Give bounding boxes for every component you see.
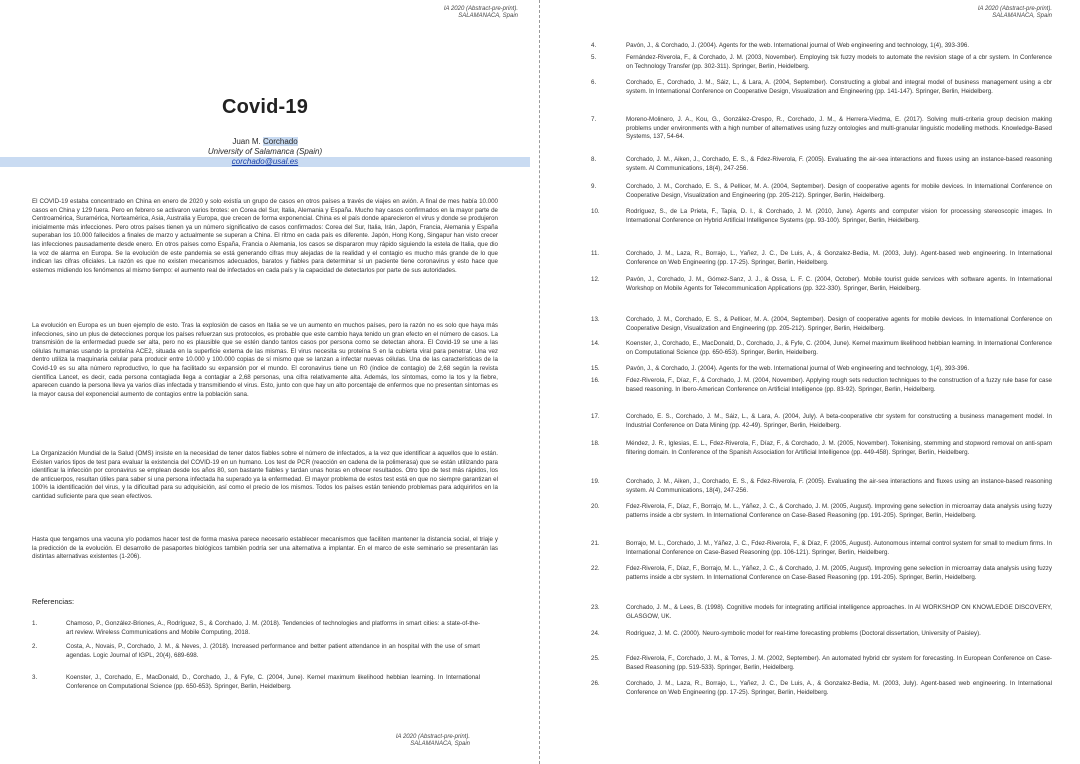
reference-text: Pavón, J., & Corchado, J. (2004). Agents for the web. International journal of Web engineering and technology, 1(4), 393-396. [626,365,970,372]
reference-number: 4. [591,42,597,49]
reference-text: Corchado, J. M., Aiken, J., Corchado, E. S., & Fdez-Riverola, F. (2005). Evaluating the air-sea interactions and fluxes using an instance-based reasoning system. AI Communications, 18(4), 247-256. [626,478,1052,494]
reference-number: 25. [591,655,600,662]
reference-number: 22. [591,565,600,572]
reference-number: 19. [591,478,600,485]
reference-number: 2. [32,643,38,650]
header-line: SALAMANACA, Spain [458,13,518,19]
reference-text: Fernández-Riverola, F., & Corchado, J. M. (2003, November). Employing tsk fuzzy models to automate the revision stage of a cbr system. In Conference on Technology Transfer (pp. 302-311). Springer, Berlin, Heidelberg. [626,54,1052,70]
reference-number: 12. [591,276,600,283]
references-list [591,0,1052,764]
reference-text: Corchado, J. M., Laza, R., Borrajo, L., Yañez, J. C., De Luis, A., & Gonzalez-Bedia, M. (2003, July). Agent-based web engineering. In International Conference on Web Engineering (pp. 17-25). Springer, Berlin, Heidelberg. [626,680,1052,696]
reference-item [591,79,1052,96]
reference-number: 8. [591,156,597,163]
reference-number: 10. [591,208,600,215]
reference-text: Costa, A., Novais, P., Corchado, J. M., & Neves, J. (2018). Increased performance and better patient attendance in an hospital with the use of smart agendas. Logic Journal of IGPL, 20(4), 689-698. [66,643,480,659]
author-name-prefix: Juan M. [232,137,263,146]
reference-number: 11. [591,250,600,257]
author-name [0,137,530,147]
reference-item [591,565,1052,582]
right-page [553,0,1080,764]
reference-number: 20. [591,503,600,510]
reference-item [591,340,1052,357]
reference-item [591,413,1052,430]
abstract-paragraph: Hasta que tengamos una vacuna y/o podamos hacer test de forma masiva parece necesario establecer mecanismos que faciliten mantener la distancia social, el triaje y la predicción de la evolución. El desarrollo de pasaportes biológicos también podría ser una alternativa a implantar. En el marco de este seminario se presentarán las distintas alternativas existentes (1-206). [32,536,498,561]
reference-text: Moreno-Molinero, J. A., Kou, G., González-Crespo, R., Corchado, J. M., & Herrera-Viedma, E. (2017). Solving multi-criteria group decision making problems under environments with a high number of alternatives using fuzzy ontologies and multi-granular linguistic modelling methods. Knowledge-Based Systems, 137, 54-64. [626,116,1052,141]
reference-number: 5. [591,54,597,61]
reference-text: Corchado, J. M., Corchado, E. S., & Pellicer, M. A. (2004, September). Design of cooperative agents for mobile devices. In International Conference on Cooperative Design, Visualization and Engineering (pp. 205-212). Springer, Berlin, Heidelberg. [626,183,1052,199]
reference-number: 26. [591,680,600,687]
reference-text: Koenster, J., Corchado, E., MacDonald, D., Corchado, J., & Fyfe, C. (2004, June). Kernel maximum likelihood hebbian learning. In International Conference on Computational Science (pp. 650-653). Springer, Berlin, Heidelberg. [66,674,480,690]
reference-item [591,54,1052,71]
reference-text: Fdez-Riverola, F., Díaz, F., Borrajo, M. L., Yáñez, J. C., & Corchado, J. M. (2005, August). Improving gene selection in microarray data analysis using fuzzy patterns inside a cbr system. In International Conference on Case-Based Reasoning (pp. 191-205). Springer, Berlin, Heidelberg. [626,565,1052,581]
reference-item [591,503,1052,520]
reference-number: 14. [591,340,600,347]
reference-number: 13. [591,316,600,323]
reference-item [32,620,480,637]
reference-text: Corchado, J. M., Aiken, J., Corchado, E. S., & Fdez-Riverola, F. (2005). Evaluating the air-sea interactions and fluxes using an instance-based reasoning system. AI Communications, 18(4), 247-256. [626,156,1052,172]
reference-item [591,365,1052,374]
reference-text: Fdez-Riverola, F., Díaz, F., Borrajo, M. L., Yáñez, J. C., & Corchado, J. M. (2005, August). Improving gene selection in microarray data analysis using fuzzy patterns inside a cbr system. In International Conference on Case-Based Reasoning (pp. 191-205). Springer, Berlin, Heidelberg. [626,503,1052,519]
abstract-paragraph: El COVID-19 estaba concentrado en China en enero de 2020 y solo existía un grupo de casos en otros países a través de viajes en avión. A final de mes había 10.000 casos en China y 129 fuera. Pero en febrero se activaron varios brotes: en Corea del Sur, Italia, Alemania y España. Mucho hay casos confirmados en la mayor parte de Centroamérica, Suramérica, Norteamérica, Asia, Australia y Europa, que crecen de forma exponencial. China es el país donde aparecieron el virus y donde se produjeron inicialmente más infecciones. Pero otros países tienen ya un número significativo de casos confirmados: Corea del Sur, Italia, Irán, Japón, Francia, Alemania y España superaban los 10.000 fallecidos a finales de marzo y actualmente se superan a China. El ritmo en cada país es diferente. Japón, Hong Kong, Singapur han visto crecer las infecciones pausadamente desde enero. En otros países como España, Francia o Alemania, los casos se dispararon muy rápido siguiendo la estela de Italia, que dio la voz de alarma en Europa. Se la evolución de este pandemia se está generando cifras muy alejadas de la realidad y el contagio es mucho más grande de lo que indican las cifras oficiales. La razón es que no existen mecanismos adecuados, baratos y fiables para determinar si un paciente tiene coronavirus y esto hace que estemos midiendo los fenómenos al mismo tiempo: el aumento real de infectados en cada país y la capacidad de detectarlos por parte de sus autoridades. [32,198,498,274]
reference-item [591,276,1052,293]
reference-number: 23. [591,604,600,611]
reference-item [591,116,1052,142]
header-line: IA 2020 (Abstract-pre-print). [443,6,518,12]
reference-text: Pavón, J., & Corchado, J. (2004). Agents for the web. International journal of Web engineering and technology, 1(4), 393-396. [626,42,970,49]
reference-item [591,183,1052,200]
reference-item [591,377,1052,394]
reference-item [591,604,1052,621]
reference-number: 18. [591,440,600,447]
reference-item [591,630,1052,639]
header-line: IA 2020 (Abstract-pre-print). [977,6,1052,12]
reference-item [591,156,1052,173]
reference-item [591,680,1052,697]
reference-number: 9. [591,183,597,190]
reference-number: 1. [32,620,38,627]
page-footer [250,734,470,748]
reference-text: Corchado, E. S., Corchado, J. M., Sáiz, L., & Lara, A. (2004, July). A beta-cooperative cbr system for constructing a business management model. In Industrial Conference on Data Mining (pp. 42-49). Springer, Berlin, Heidelberg. [626,413,1052,429]
reference-item [591,250,1052,267]
reference-item [32,643,480,660]
reference-text: Borrajo, M. L., Corchado, J. M., Yáñez, J. C., Fdez-Riverola, F., & Díaz, F. (2005, August). Autonomous internal control system for small to medium firms. In International Conference on Case-Based Reasoning (pp. 106-121). Springer, Berlin, Heidelberg. [626,540,1052,556]
reference-item [591,440,1052,457]
reference-text: Koenster, J., Corchado, E., MacDonald, D., Corchado, J., & Fyfe, C. (2004, June). Kernel maximum likelihood hebbian learning. In International Conference on Computational Science (pp. 650-653). Springer, Berlin, Heidelberg. [626,340,1052,356]
paper-title: Covid-19 [221,96,309,118]
page-divider [539,0,540,764]
reference-text: Méndez, J. R., Iglesias, E. L., Fdez-Riverola, F., Díaz, F., & Corchado, J. M. (2005, November). Tokenising, stemming and stopword removal on anti-spam filtering domain. In Conference of the Spanish Association for Artificial Intelligence (pp. 449-458). Springer, Berlin, Heidelberg. [626,440,1052,456]
author-affiliation: University of Salamanca (Spain) [207,147,323,156]
references-heading: Referencias: [32,597,75,606]
author-surname: Corchado [263,137,298,146]
reference-number: 15. [591,365,600,372]
reference-text: Corchado, J. M., Laza, R., Borrajo, L., Yañez, J. C., De Luis, A., & Gonzalez-Bedia, M. (2003, July). Agent-based web engineering. In International Conference on Web Engineering (pp. 17-25). Springer, Berlin, Heidelberg. [626,250,1052,266]
reference-item [591,208,1052,225]
reference-text: Chamoso, P., González-Briones, A., Rodríguez, S., & Corchado, J. M. (2018). Tendencies of technologies and platforms in smart cities: a state-of-the-art review. Wireless Communications and Mobile Computing, 2018. [66,620,480,636]
reference-item [591,478,1052,495]
footer-line: IA 2020 (Abstract-pre-print). [395,734,470,740]
reference-text: Corchado, J. M., & Lees, B. (1998). Cognitive models for integrating artificial intelligence approaches. In AI WORKSHOP ON KNOWLEDGE DISCOVERY, GLASGOW, UK. [626,604,1052,620]
reference-text: Pavón, J., Corchado, J. M., Gómez-Sanz, J. J., & Ossa, L. F. C. (2004, October). Mobile tourist guide services with software agents. In International Workshop on Mobile Agents for Telecommunication Applications (pp. 322-330). Springer, Berlin, Heidelberg. [626,276,1052,292]
abstract-paragraph: La Organización Mundial de la Salud (OMS) insiste en la necesidad de tener datos fiables sobre el número de infectados, a la vez que identificar a aquellos que lo están. Existen varios tipos de test para evaluar la existencia del COVID-19 en un humano. Los test de PCR (reacción en cadena de la polimerasa) que se están utilizando para identificar la infección por coronavirus se emplean desde los años 80, son bastante fiables y tardan unas horas en ofrecer resultados. Otro tipo de test más rápidos, los de anticuerpos, resultan útiles para saber si una persona infectada ha superado ya la enfermedad. El mayor problema de estos test está en que no siempre garantizan el 100% la identificación del virus, y la dificultad para su adquisición, así como el precio de los mismos. Todos los países están teniendo problemas para adquirirlos en la cantidad suficiente para que sean efectivos. [32,450,498,500]
reference-number: 24. [591,630,600,637]
reference-number: 3. [32,674,38,681]
reference-number: 21. [591,540,600,547]
reference-text: Rodríguez, S., de La Prieta, F., Tapia, D. I., & Corchado, J. M. (2010, June). Agents and computer vision for processing stereoscopic images. In International Conference on Hybrid Artificial Intelligence Systems (pp. 93-100). Springer, Berlin, Heidelberg. [626,208,1052,224]
reference-item [32,674,480,691]
reference-text: Corchado, J. M., Corchado, E. S., & Pellicer, M. A. (2004, September). Design of cooperative agents for mobile devices. In International Conference on Cooperative Design, Visualization and Engineering (pp. 205-212). Springer, Berlin, Heidelberg. [626,316,1052,332]
reference-item [591,655,1052,672]
page-header [298,6,518,20]
reference-number: 6. [591,79,597,86]
reference-number: 7. [591,116,597,123]
reference-item [591,316,1052,333]
reference-text: Rodríguez, J. M. C. (2000). Neuro-symbolic model for real-time forecasting problems (Doctoral dissertation, University of Paisley). [626,630,981,637]
reference-number: 17. [591,413,600,420]
reference-item [591,540,1052,557]
header-line: SALAMANACA, Spain [992,13,1052,19]
author-block [0,137,530,167]
reference-item [591,42,1052,51]
left-page [0,0,530,764]
author-email-link[interactable]: corchado@usal.es [0,157,530,167]
reference-text: Fdez-Riverola, F., Corchado, J. M., & Torres, J. M. (2002, September). An automated hybrid cbr system for forecasting. In European Conference on Case-Based Reasoning (pp. 519-533). Springer, Berlin, Heidelberg. [626,655,1052,671]
reference-text: Corchado, E., Corchado, J. M., Sáiz, L., & Lara, A. (2004, September). Constructing a global and integral model of business management using a cbr system. In International Conference on Cooperative Design, Visualization and Engineering (pp. 141-147). Springer, Berlin, Heidelberg. [626,79,1052,95]
abstract-paragraph: La evolución en Europa es un buen ejemplo de esto. Tras la explosión de casos en Italia se ve un aumento en muchos países, pero la razón no es solo que haya más infecciones, sino un plus de detecciones porque los países refuerzan sus protocolos, es probable que este cambio haya tenido un gran efecto en el número de casos. La transmisión de la enfermedad puede ser alta, pero no es plausible que se estén dando tantos casos por persona como se detectan ahora. El Covid-19 se une a las células humanas usando la proteína ACE2, situada en la superficie externa de las mismas. El virus necesita su proteína S en la cubierta viral para penetrar. Una vez dentro utiliza la maquinaria celular para producir entre 10.000 y 100.000 copias de sí mismo que se lanzan a infectar nuevas células. Una de las características de la Covid-19 es su alta número reproductivo, lo que ha facilitado su expansión por el mundo. El coronavirus tiene un R0 (índice de contagio) de 2,68 según la revista científica Lancet, es decir, cada persona contagiada llega a contagiar a 2,68 personas, una cifra relativamente alta. Además, los síntomas, como la tos y la fiebre, aparecen cuando la persona lleva ya varios días infectada y transmitiendo el virus. Esto, junto con que hay un alto porcentaje de enfermos que no presentan síntomas es la mayor causa del exponencial aumento de contagios entre la población sana. [32,322,498,398]
reference-number: 16. [591,377,600,384]
footer-line: SALAMANACA, Spain [410,741,470,747]
reference-text: Fdez-Riverola, F., Díaz, F., & Corchado, J. M. (2004, November). Applying rough sets reduction techniques to the construction of a fuzzy rule base for case based reasoning. In Ibero-American Conference on Artificial Intelligence (pp. 83-92). Springer, Berlin, Heidelberg. [626,377,1052,393]
